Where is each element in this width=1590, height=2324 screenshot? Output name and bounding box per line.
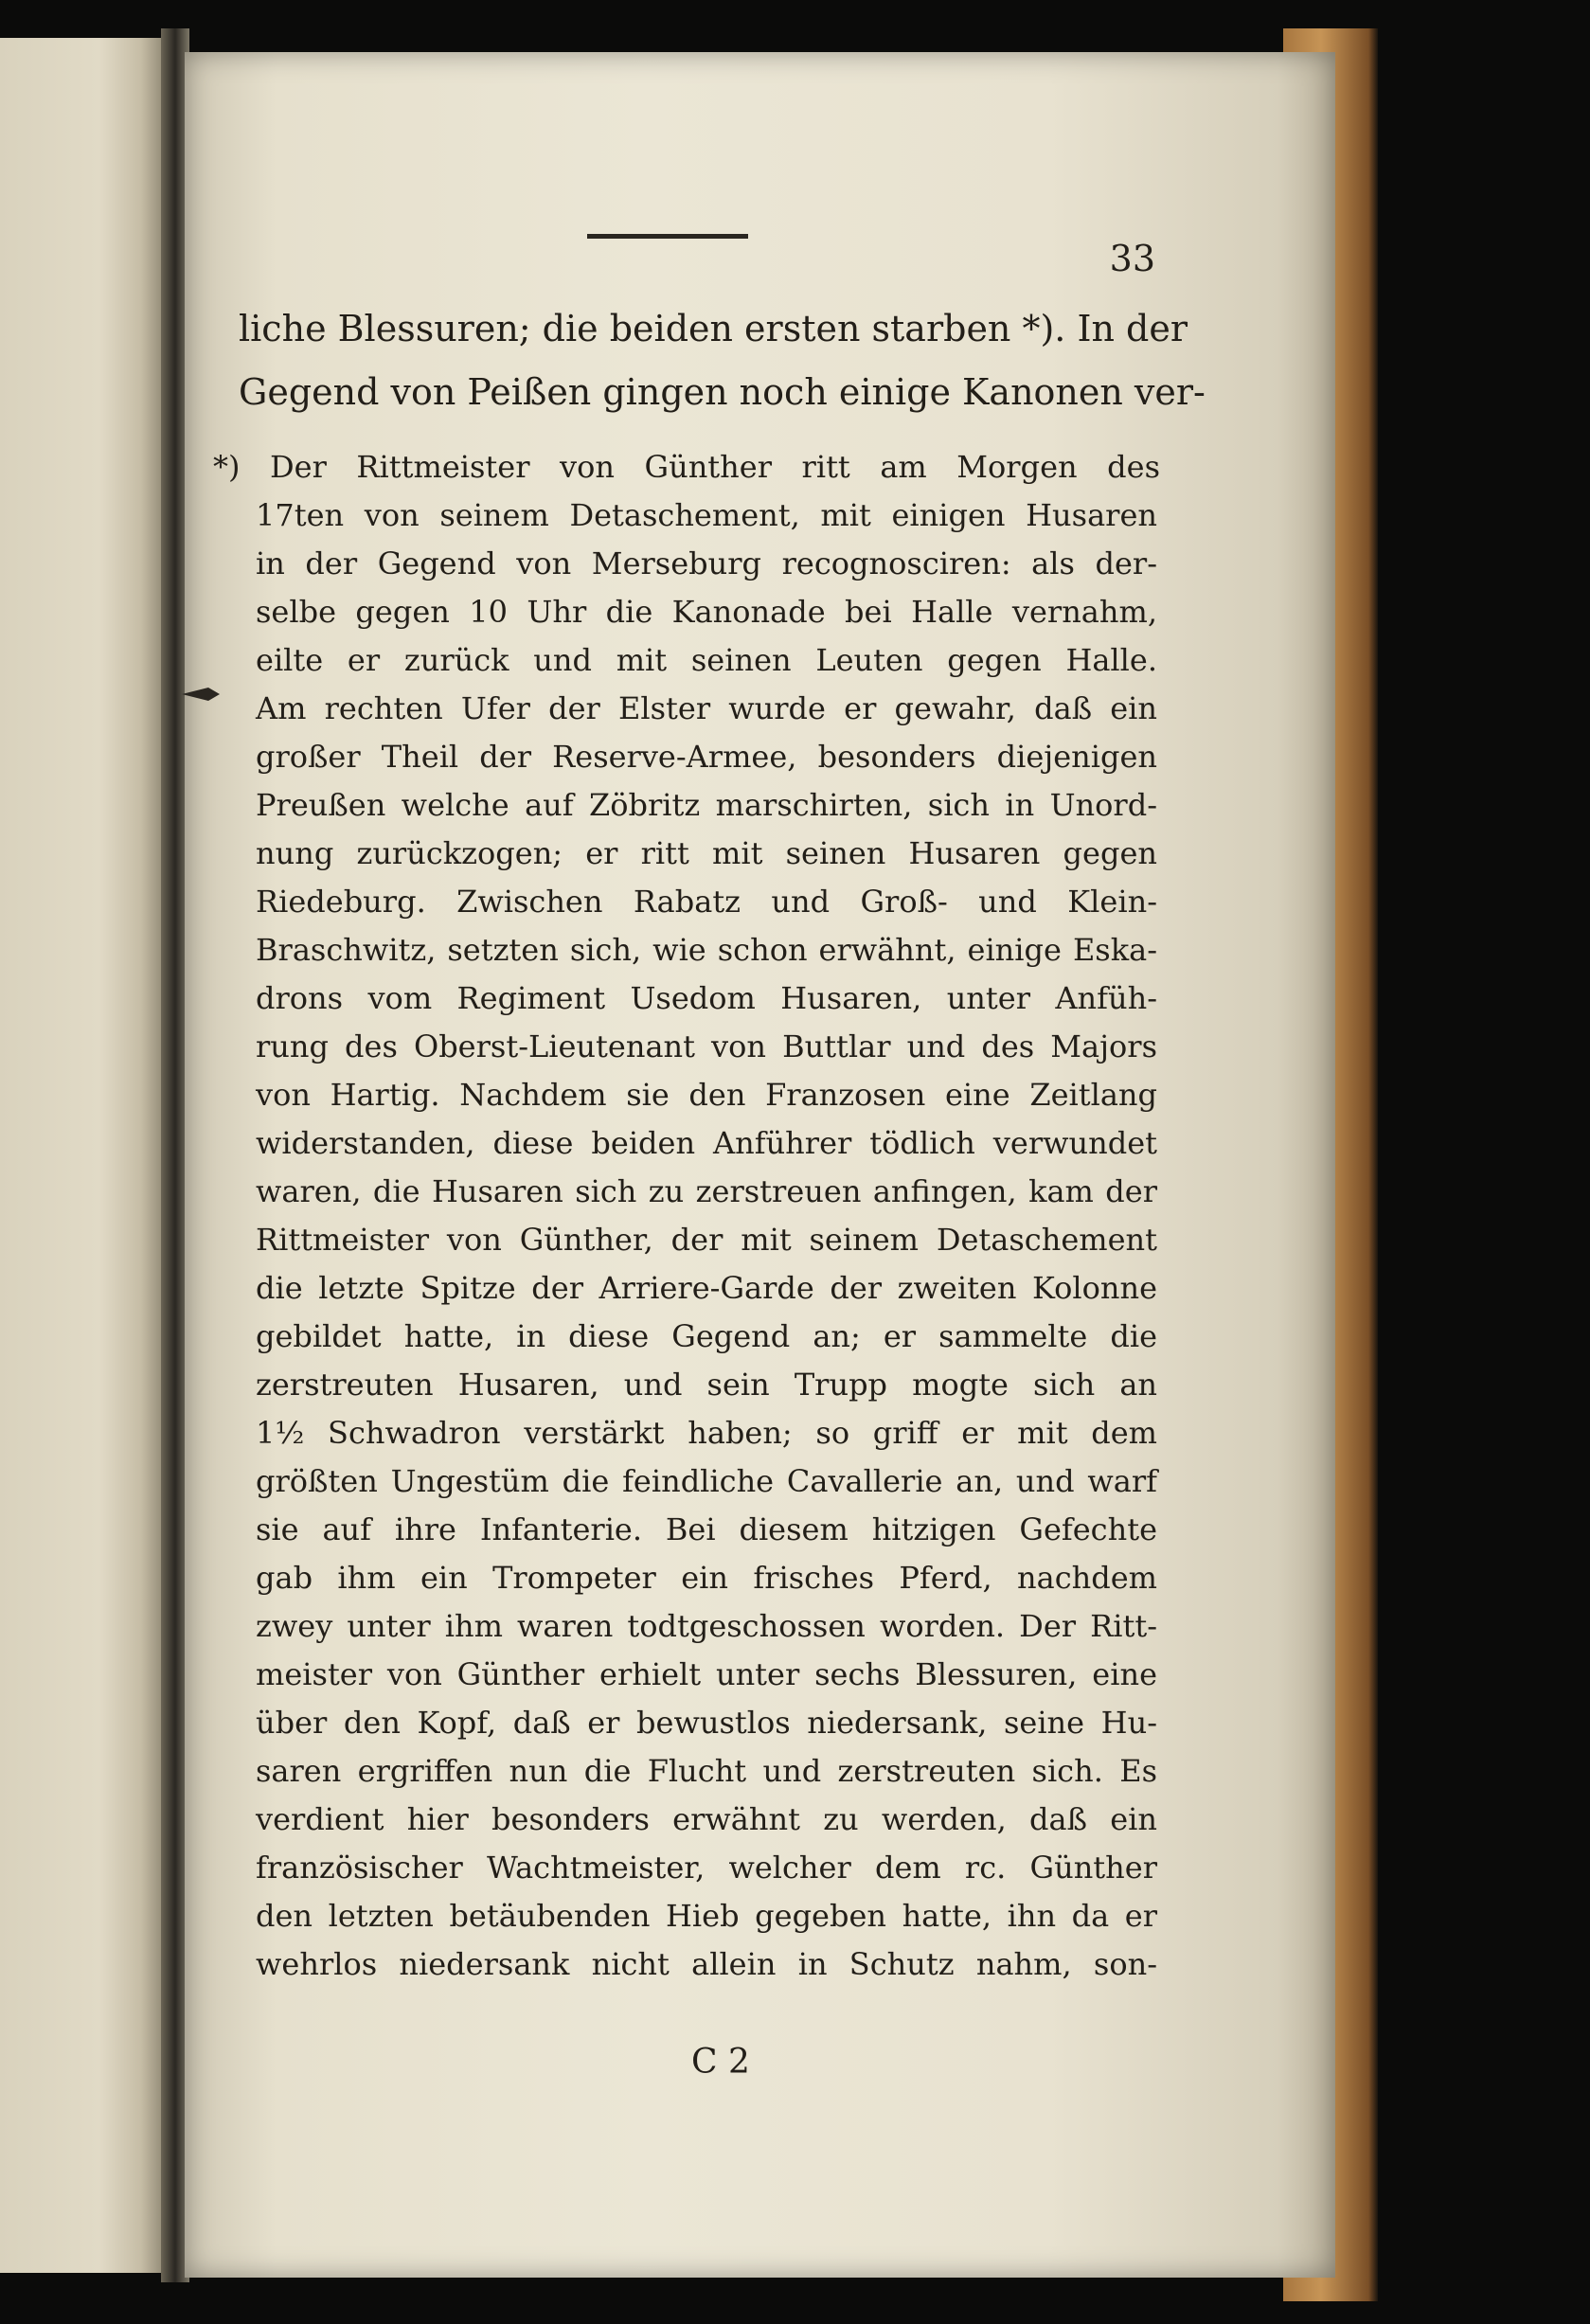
footnote-line: rung des Oberst-Lieutenant von Buttlar und des Majors xyxy=(256,1028,1157,1064)
footnote-line: die letzte Spitze der Arriere-Garde der zweiten Kolonne xyxy=(256,1270,1157,1306)
footnote-line: Riedeburg. Zwischen Rabatz und Groß- und Klein- xyxy=(256,884,1157,920)
footnote-line: 1½ Schwadron verstärkt haben; so griff er mit dem xyxy=(256,1415,1157,1451)
signature-mark: C 2 xyxy=(691,2043,750,2082)
main-text-line: Gegend von Peißen gingen noch einige Kanonen ver- xyxy=(239,371,1206,413)
footnote-line: verdient hier besonders erwähnt zu werden, daß ein xyxy=(256,1801,1157,1837)
page-number: 33 xyxy=(1109,238,1155,279)
footnote-line: Preußen welche auf Zöbritz marschirten, sich in Unord- xyxy=(256,787,1157,823)
footnote-line: den letzten betäubenden Hieb gegeben hatte, ihn da er xyxy=(256,1898,1157,1934)
footnote-line: sie auf ihre Infanterie. Bei diesem hitzigen Gefechte xyxy=(256,1511,1157,1547)
footnote-line: wehrlos niedersank nicht allein in Schutz nahm, son- xyxy=(256,1946,1157,1982)
footnote-line: meister von Günther erhielt unter sechs Blessuren, eine xyxy=(256,1656,1157,1692)
footnote-line: selbe gegen 10 Uhr die Kanonade bei Halle vernahm, xyxy=(256,594,1157,630)
footnote-line: drons vom Regiment Usedom Husaren, unter Anfüh- xyxy=(256,980,1157,1016)
footnote-line: gab ihm ein Trompeter ein frisches Pferd, nachdem xyxy=(256,1560,1157,1596)
footnote-line: widerstanden, diese beiden Anführer tödlich verwundet xyxy=(256,1125,1157,1161)
footnote-line: zwey unter ihm waren todtgeschossen worden. Der Ritt- xyxy=(256,1608,1157,1644)
footnote-line: von Hartig. Nachdem sie den Franzosen eine Zeitlang xyxy=(256,1077,1157,1113)
footnote-line: Braschwitz, setzten sich, wie schon erwähnt, einige Eska- xyxy=(256,932,1157,968)
footnote-line: französischer Wachtmeister, welcher dem rc. Günther xyxy=(256,1850,1157,1886)
footnote-line: Rittmeister von Günther, der mit seinem Detaschement xyxy=(256,1222,1157,1258)
footnote-line: gebildet hatte, in diese Gegend an; er sammelte die xyxy=(256,1318,1157,1354)
footnote-line: in der Gegend von Merseburg recognosciren: als der- xyxy=(256,545,1157,581)
footnote-line: großer Theil der Reserve-Armee, besonders diejenigen xyxy=(256,739,1157,775)
main-text-line: liche Blessuren; die beiden ersten starben *). In der xyxy=(239,308,1188,349)
footnote-line: zerstreuten Husaren, und sein Trupp mogte sich an xyxy=(256,1367,1157,1403)
footnote-line: eilte er zurück und mit seinen Leuten gegen Halle. xyxy=(256,642,1157,678)
footnote-line: saren ergriffen nun die Flucht und zerstreuten sich. Es xyxy=(256,1753,1157,1789)
footnote-line: Am rechten Ufer der Elster wurde er gewahr, daß ein xyxy=(256,690,1157,726)
footnote-line: größten Ungestüm die feindliche Cavallerie an, und warf xyxy=(256,1463,1157,1499)
footnote-line: 17ten von seinem Detaschement, mit einigen Husaren xyxy=(256,497,1157,533)
footnote-line: über den Kopf, daß er bewustlos niedersank, seine Hu- xyxy=(256,1705,1157,1741)
footnote-line: waren, die Husaren sich zu zerstreuen anfingen, kam der xyxy=(256,1173,1157,1209)
footnote-line: *) Der Rittmeister von Günther ritt am Morgen des xyxy=(213,449,1160,485)
footnote-line: nung zurückzogen; er ritt mit seinen Husaren gegen xyxy=(256,835,1157,871)
